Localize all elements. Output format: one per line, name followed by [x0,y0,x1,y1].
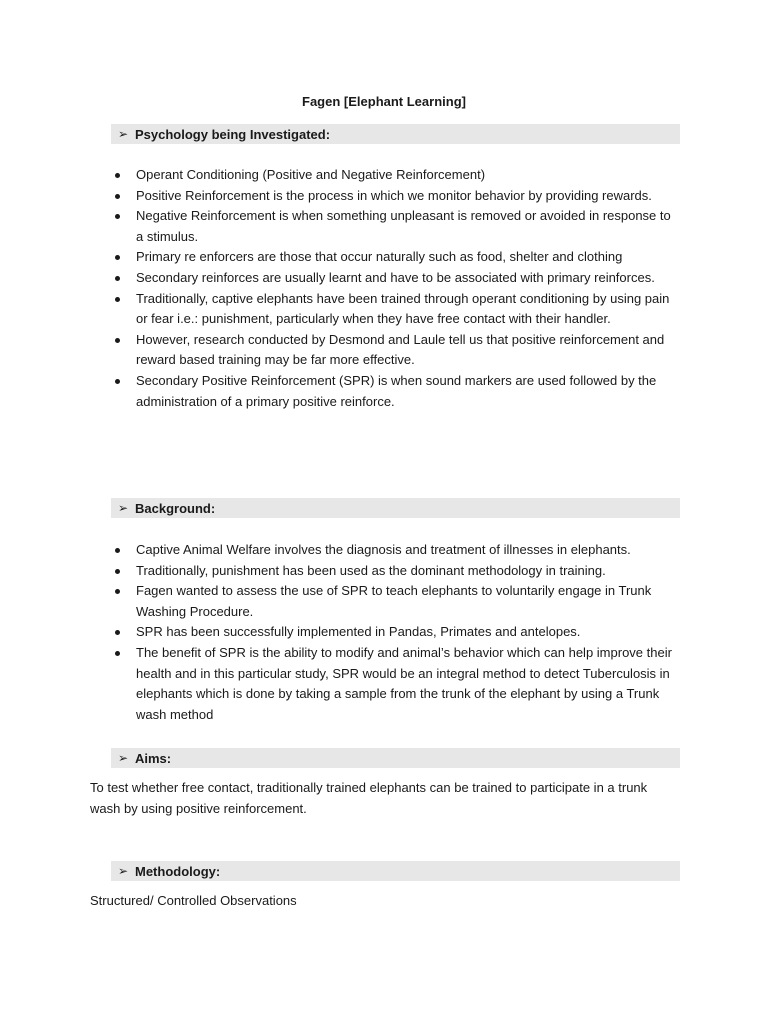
list-item-text: Primary re enforcers are those that occur naturally such as food, shelter and clothing [136,249,623,265]
aims-paragraph: To test whether free contact, traditionally trained elephants can be trained to participate in a trunk wash by using positive reinforcement. [90,780,648,816]
bullet-icon [115,194,120,199]
list-item [111,540,680,561]
section-heading-aims [111,748,680,768]
bullet-icon [115,276,120,281]
list-item-text: Secondary Positive Reinforcement (SPR) is when sound markers are used followed by the administration of a primary positive reinforce. [136,372,657,409]
list-item [111,289,680,330]
list-item-text: Operant Conditioning (Positive and Negative Reinforcement) [136,167,486,182]
list-item [111,206,680,247]
list-item [111,165,680,186]
section-heading-label: Methodology: [135,863,221,879]
bullet-icon [115,214,120,219]
bullet-icon [115,630,120,635]
psychology-list [111,165,680,412]
list-item-text: Fagen wanted to assess the use of SPR to teach elephants to voluntarily engage in Trunk Washing Procedure. [136,583,652,619]
list-item [111,561,680,582]
section-heading-methodology [111,861,680,881]
section-heading-background [111,498,680,518]
list-item-text: Positive Reinforcement is the process in which we monitor behavior by providing rewards. [136,187,652,203]
bullet-icon [115,548,120,553]
section-heading-label: Aims: [135,750,172,766]
bullet-icon [115,379,120,384]
bullet-icon [115,651,120,656]
list-item [111,371,680,412]
background-list [111,540,680,725]
list-item-text: Traditionally, punishment has been used as the dominant methodology in training. [136,562,606,578]
list-item-text: Captive Animal Welfare involves the diagnosis and treatment of illnesses in elephants. [136,542,631,557]
section-heading-label: Psychology being Investigated: [135,126,331,142]
list-item-text: SPR has been successfully implemented in Pandas, Primates and antelopes. [136,624,581,640]
arrow-bullet-icon: ➢ [117,501,129,515]
bullet-icon [115,297,120,302]
bullet-icon [115,569,120,574]
list-item-text: Negative Reinforcement is when something unpleasant is removed or avoided in response to a stimulus. [136,208,671,244]
bullet-icon [115,173,120,178]
section-heading-psychology [111,124,680,144]
list-item-text: The benefit of SPR is the ability to modify and animal’s behavior which can help improve their health and in this particular study, SPR would be an integral method to detect Tuberculosis in elephants which is done by taking a sample from the trunk of the elephant by using a Trunk wash method [136,644,672,722]
list-item [111,186,680,207]
document-title: Fagen [Elephant Learning] [302,94,466,109]
bullet-icon [115,589,120,594]
list-item-text: Secondary reinforces are usually learnt and have to be associated with primary reinforces. [136,269,655,285]
arrow-bullet-icon: ➢ [117,127,129,141]
list-item [111,268,680,289]
list-item [111,581,680,622]
methodology-paragraph: Structured/ Controlled Observations [90,893,297,908]
arrow-bullet-icon: ➢ [117,864,129,878]
list-item-text: Traditionally, captive elephants have been trained through operant conditioning by using pain or fear i.e.: punishment, particularly when they have free contact with their handler. [136,290,670,327]
list-item-text: However, research conducted by Desmond and Laule tell us that positive reinforcement and reward based training may be far more effective. [136,331,665,368]
section-heading-label: Background: [135,500,216,516]
list-item [111,247,680,268]
arrow-bullet-icon: ➢ [117,751,129,765]
list-item [111,330,680,371]
list-item [111,622,680,643]
bullet-icon [115,255,120,260]
list-item [111,643,680,725]
bullet-icon [115,338,120,343]
